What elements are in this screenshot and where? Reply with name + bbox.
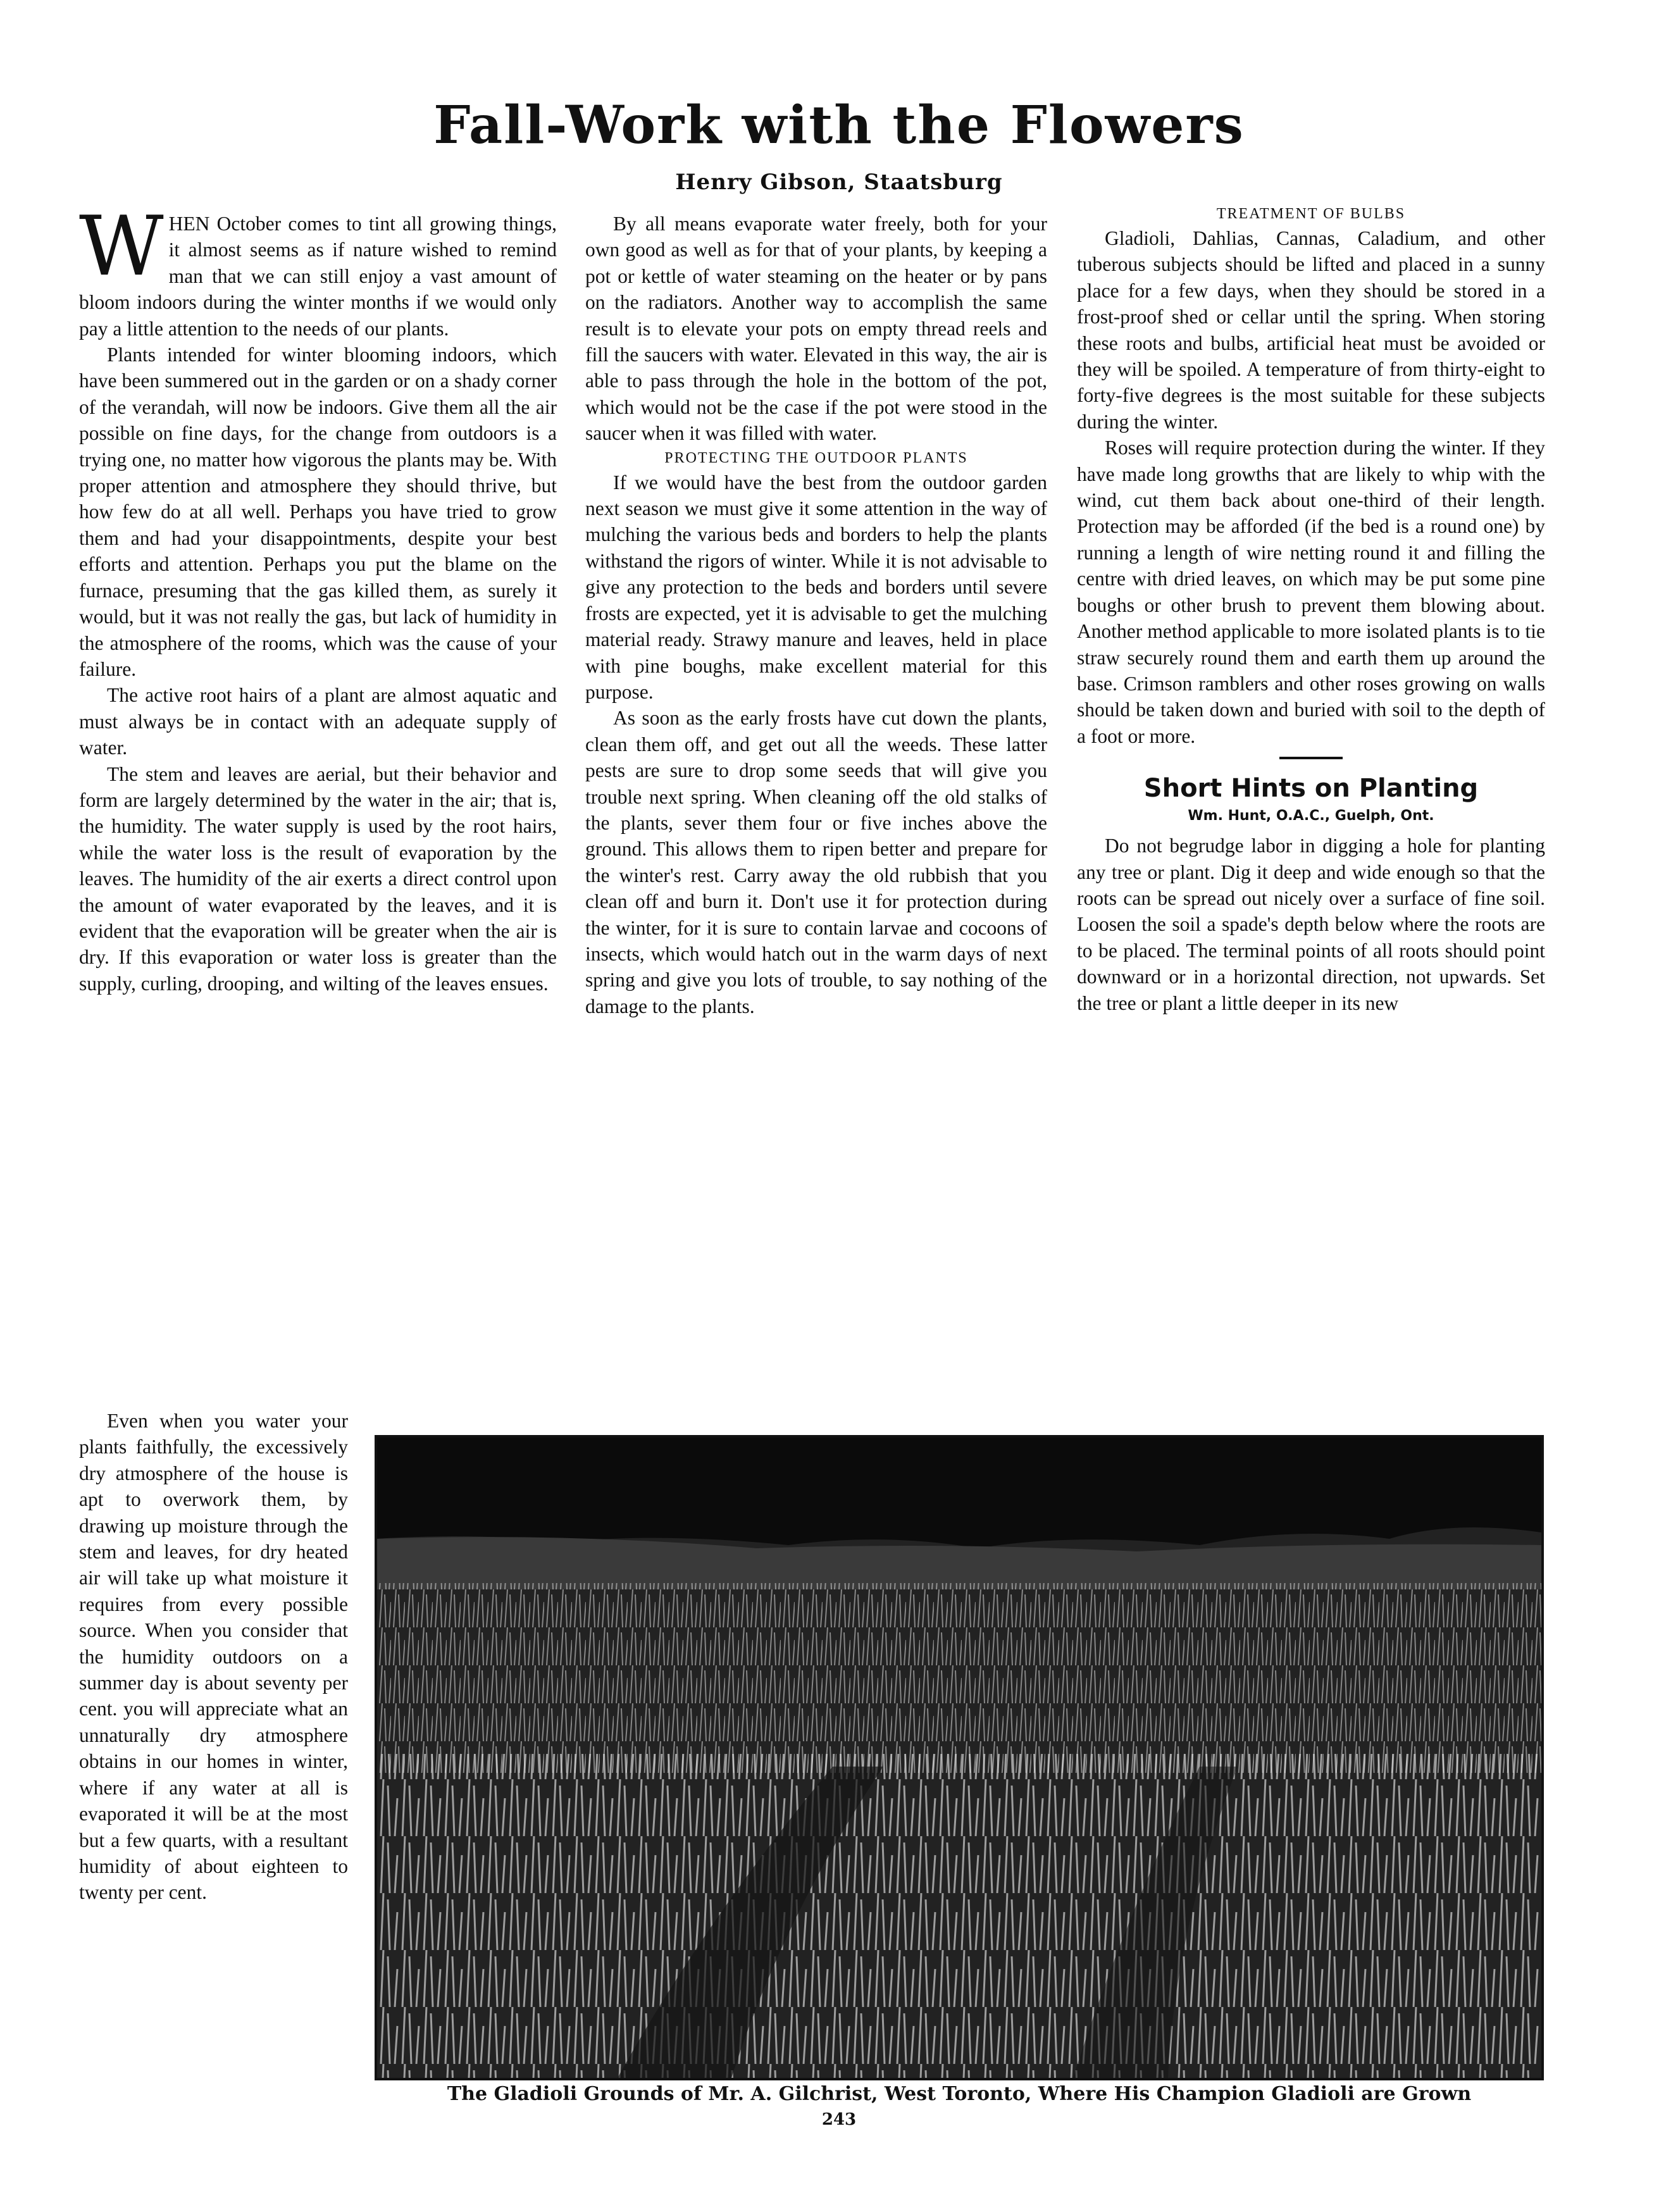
column-3 (1077, 202, 1545, 1016)
gladioli-field-photo (375, 1435, 1544, 2080)
hints-paragraph-1: Do not begrudge labor in digging a hole for planting any tree or plant. Dig it deep and wide enough so that the roots can be spread out nicely over a surface of fine soil. Loosen the soil a spade's depth below where the roots are to be placed. The terminal points of all roots should point downward or in a horizontal direction, not upwards. Set the tree or plant a little deeper in its new (1077, 835, 1545, 1014)
paragraph-4: The stem and leaves are aerial, but their behavior and form are largely determined by the water in the air; that is, the humidity. The water supply is used by the root hairs, while the water loss is the result of evaporation by the leaves. The humidity of the air exerts a direct control upon the amount of water evaporated by the leaves, and it is evident that the evaporation will be greater when the air is dry. If this evaporation or water loss is greater than the supply, curling, drooping, and wilting of the leaves ensues. (79, 762, 557, 995)
drop-cap: W (79, 198, 164, 294)
hints-byline: Wm. Hunt, O.A.C., Guelph, Ont. (1188, 808, 1434, 824)
paragraph-10: Roses will require protection during the winter. If they have made long growths that are likely to whip with the wind, cut them back about one-third of their length. Protection may be afforded (if the bed is a round one) by running a length of wire netting round it and filling the centre with dried leaves, on which may be put some pine boughs or other brush to prevent them blowing about. Another method applicable to more isolated plants is to tie straw securely round them and earth them up around the base. Crimson ramblers and other roses growing on walls should be taken down and buried with soil to the depth of a foot or more. (1077, 437, 1545, 747)
column-1 (79, 198, 557, 997)
page-number: 243 (821, 2110, 857, 2129)
paragraph-1 (79, 198, 557, 342)
paragraph-6: By all means evaporate water freely, both for your own good as well as for that of your plants, by keeping a pot or kettle of water steaming on the heater or by pans on the radiators. Another way to accomplish the same result is to elevate your pots on empty thread reels and fill the saucers with water. Elevated in this way, the air is able to pass through the hole in the bottom of the pot, which would not be the case if the pot were stood in the saucer when it was filled with water. (585, 213, 1047, 445)
column-2 (585, 211, 1047, 1019)
hints-title: Short Hints on Planting (1143, 774, 1479, 804)
paragraph-8: As soon as the early frosts have cut down the plants, clean them off, and get out all the weeds. These latter pests are sure to drop some seeds that will give you trouble next spring. When cleaning off the old stalks of the plants, sever them four or five inches above the ground. This allows them to ripen better and prepare for the winter's rest. Carry away the old rubbish that you clean off and burn it. Don't use it for protection during the winter, for it is sure to contain larvae and cocoons of insects, which would hatch out in the warm days of next spring and give you lots of trouble, to say nothing of the damage to the plants. (585, 707, 1047, 1017)
paragraph-1-text: HEN October comes to tint all growing things, it almost seems as if nature wished to remind man that we can still enjoy a vast amount of bloom indoors during the winter months if we would only pay a little attention to the needs of our plants. (79, 213, 557, 340)
paragraph-7: If we would have the best from the outdoor garden next season we must give it some attention in the way of mulching the various beds and borders to help the plants withstand the rigors of winter. While it is not advisable to give any protection to the beds and borders until severe frosts are expected, yet it is advisable to get the mulching material ready. Strawy manure and leaves, held in place with pine boughs, make excellent material for this purpose. (585, 471, 1047, 703)
paragraph-3: The active root hairs of a plant are almost aquatic and must always be in contact with an adequate supply of water. (79, 684, 557, 759)
subheading-outdoor-plants: PROTECTING THE OUTDOOR PLANTS (664, 449, 968, 466)
article-byline: Henry Gibson, Staatsburg (675, 170, 1003, 195)
subheading-bulbs: TREATMENT OF BULBS (1216, 206, 1406, 222)
paragraph-9: Gladioli, Dahlias, Cannas, Caladium, and other tuberous subjects should be lifted and placed in a sunny place for a few days, when they should be stored in a frost-proof shed or cellar until the spring. When storing these roots and bulbs, artificial heat must be avoided or they will be spoiled. A temperature of from thirty-eight to forty-five degrees is the most suitable for these subjects during the winter. (1077, 227, 1545, 433)
section-divider (1279, 757, 1343, 759)
photo-caption: The Gladioli Grounds of Mr. A. Gilchrist, West Toronto, Where His Champion Gladioli are Grown (447, 2083, 1472, 2105)
article-title: Fall-Work with the Flowers (433, 95, 1245, 156)
photo-illustration (377, 1438, 1541, 2078)
paragraph-5: Even when you water your plants faithfully, the excessively dry atmosphere of the house is apt to overwork them, by drawing up moisture through the stem and leaves, for dry heated air will take up what moisture it requires from every possible source. When you consider that the humidity outdoors on a summer day is about seventy per cent. you will appreciate what an unnaturally dry atmosphere obtains in our homes in winter, where if any water at all is evaporated it will be at the most but a few quarts, with a resultant humidity of about eighteen to twenty per cent. (79, 1410, 348, 1904)
paragraph-2: Plants intended for winter blooming indoors, which have been summered out in the garden or on a shady corner of the verandah, will now be indoors. Give them all the air possible on fine days, for the change from outdoors is a trying one, no matter how vigorous the plants may be. With proper attention and atmosphere they should thrive, but how few do at all well. Perhaps you have tried to grow them and had your disappointments, despite your best efforts and attention. Perhaps you put the blame on the furnace, presuming that the gas killed them, as surely it would, but it was not really the gas, but lack of humidity in the atmosphere of the rooms, which was the cause of your failure. (79, 344, 557, 680)
column-1-lower (79, 1408, 348, 1906)
